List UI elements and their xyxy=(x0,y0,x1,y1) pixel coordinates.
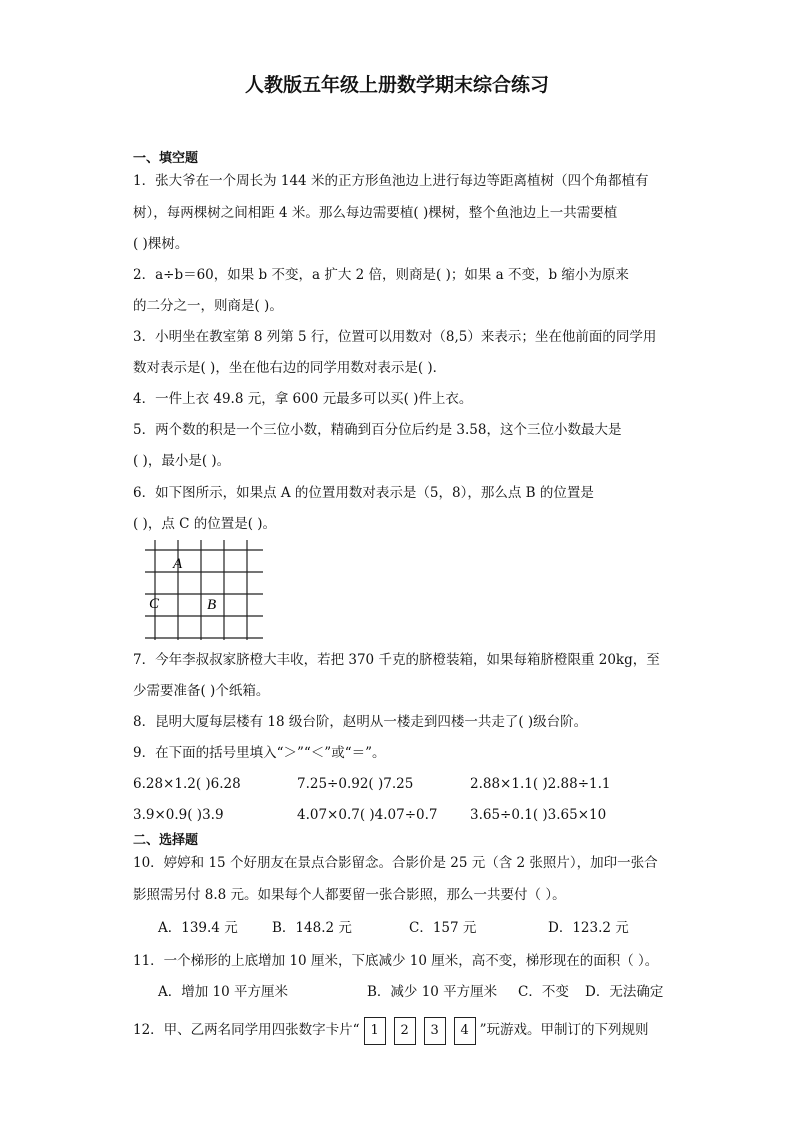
point-b-label: B xyxy=(207,597,217,613)
q10-line2: 影照需另付 8.8 元。如果每个人都要留一张合影照，那么一共要付（ ）。 xyxy=(133,887,566,903)
q10-option-b[interactable]: B．148.2 元 xyxy=(272,920,352,936)
q11-option-d[interactable]: D．无法确定 xyxy=(585,984,664,1000)
q6-line2: ( )，点 C 的位置是( )。 xyxy=(133,516,277,532)
q10-option-a[interactable]: A．139.4 元 xyxy=(158,920,238,936)
q9-item-4: 3.9×0.9( )3.9 xyxy=(133,807,224,823)
number-card-1: 1 xyxy=(364,1017,386,1045)
q3-line1: 3．小明坐在教室第 8 列第 5 行，位置可以用数对（8,5）来表示；坐在他前面的同学用 xyxy=(133,329,657,345)
q11-line1: 11．一个梯形的上底增加 10 厘米，下底减少 10 厘米，高不变，梯形现在的面积（ ）。 xyxy=(133,953,659,969)
q9-item-5: 4.07×0.7( )4.07÷0.7 xyxy=(297,807,438,823)
q10-line1: 10．婷婷和 15 个好朋友在景点合影留念。合影价是 25 元（含 2 张照片），加印一张合 xyxy=(133,855,658,871)
coordinate-grid-figure xyxy=(145,540,275,640)
q1-line2: 树），每两棵树之间相距 4 米。那么每边需要植( )棵树，整个鱼池边上一共需要植 xyxy=(133,205,618,221)
number-card-2: 2 xyxy=(394,1017,416,1045)
q3-line2: 数对表示是( )，坐在他右边的同学用数对表示是( )． xyxy=(133,360,447,376)
q5-line2: ( )，最小是( )。 xyxy=(133,453,231,469)
q2-line2: 的二分之一，则商是( )。 xyxy=(133,298,283,314)
q6-line1: 6．如下图所示，如果点 A 的位置用数对表示是（5，8），那么点 B 的位置是 xyxy=(133,485,594,501)
q12-prefix: 12．甲、乙两名同学用四张数字卡片“ xyxy=(133,1022,360,1038)
number-card-4: 4 xyxy=(454,1017,476,1045)
q5-line1: 5．两个数的积是一个三位小数，精确到百分位后约是 3.58，这个三位小数最大是 xyxy=(133,422,622,438)
q12-line1 xyxy=(133,1016,649,1045)
q9-item-2: 7.25÷0.92( )7.25 xyxy=(297,776,414,792)
point-c-label: C xyxy=(149,596,160,612)
q2-line1: 2．a÷b＝60，如果 b 不变，a 扩大 2 倍，则商是( )；如果 a 不变，b 缩小为原来 xyxy=(133,267,629,283)
q11-option-a[interactable]: A．增加 10 平方厘米 xyxy=(158,984,289,1000)
q10-option-d[interactable]: D．123.2 元 xyxy=(548,920,629,936)
page-title: 人教版五年级上册数学期末综合练习 xyxy=(244,74,549,96)
q1-line3: ( )棵树。 xyxy=(133,236,189,252)
section-choice: 二、选择题 xyxy=(133,833,199,848)
point-a-label: A xyxy=(173,556,183,572)
q11-option-c[interactable]: C．不变 xyxy=(518,984,569,1000)
q9-line1: 9．在下面的括号里填入“＞”“＜”或“＝”。 xyxy=(133,745,386,761)
section-fill-in: 一、填空题 xyxy=(133,151,199,166)
q8-line1: 8．昆明大厦每层楼有 18 级台阶，赵明从一楼走到四楼一共走了( )级台阶。 xyxy=(133,714,588,730)
q11-option-b[interactable]: B．减少 10 平方厘米 xyxy=(367,984,498,1000)
q7-line2: 少需要准备( )个纸箱。 xyxy=(133,683,270,699)
q12-suffix: ”玩游戏。甲制订的下列规则 xyxy=(479,1022,649,1038)
q9-item-3: 2.88×1.1( )2.88÷1.1 xyxy=(470,776,611,792)
q4-line1: 4．一件上衣 49.8 元，拿 600 元最多可以买( )件上衣。 xyxy=(133,391,473,407)
q1-line1: 1．张大爷在一个周长为 144 米的正方形鱼池边上进行每边等距离植树（四个角都植有 xyxy=(133,173,649,189)
q9-item-1: 6.28×1.2( )6.28 xyxy=(133,776,241,792)
q7-line1: 7．今年李叔叔家脐橙大丰收，若把 370 千克的脐橙装箱，如果每箱脐橙限重 20kg，至 xyxy=(133,652,660,668)
number-card-3: 3 xyxy=(424,1017,446,1045)
q10-option-c[interactable]: C．157 元 xyxy=(409,920,477,936)
q9-item-6: 3.65÷0.1( )3.65×10 xyxy=(470,807,607,823)
